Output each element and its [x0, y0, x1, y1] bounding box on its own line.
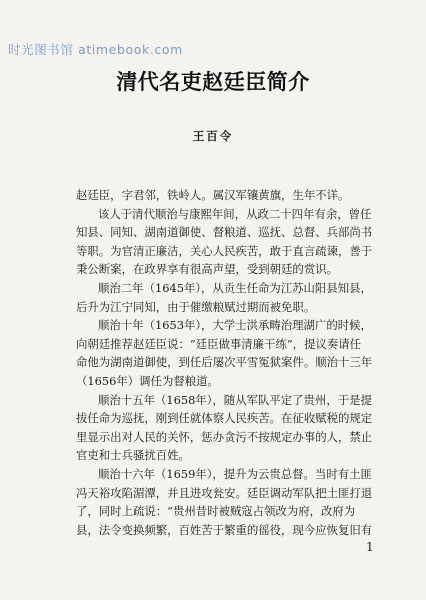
body-line: 顺治十五年（1658年），随从军队平定了贵州，于是提	[98, 392, 372, 407]
body-line: 了，同时上疏说：“贵州昔时被贼寇占领改为府，改府为	[76, 504, 356, 519]
body-line: 知县、同知、湖南道御使、督粮道、巡抚、总督、兵部尚书	[76, 225, 373, 240]
body-line: 拔任命为巡抚，刚到任就体察人民疾苦。在征收赋税的规定	[76, 411, 373, 426]
body-line: 冯天裕攻陷湄潭，并且进攻瓮安。廷臣调动军队把土匪打退	[76, 485, 373, 500]
body-line: 里显示出对人民的关怀，惩办贪污不按规定办事的人，禁止	[76, 429, 373, 444]
page-title: 清代名吏赵廷臣简介	[116, 69, 310, 94]
body-line: 赵廷臣，字君邻，铁岭人。属汉军镶黄旗，生年不详。	[76, 188, 350, 202]
body-line: 顺治二年（1645年），从贡生任命为江苏山阳县知县，	[98, 280, 372, 295]
body-line: 等职。为官清正廉洁，关心人民疾苦，敢于直言疏谏，善于	[76, 243, 373, 258]
body-line: 秉公断案，在政界享有很高声望，受到朝廷的赏识。	[76, 262, 338, 277]
body-line: 县，法令变换频繁，百姓苦于繁重的徭役，现今应恢复旧有	[76, 522, 373, 537]
body-line: 顺治十六年（1659年），提升为云贵总督。当时有土匪	[98, 466, 372, 481]
page-number: 1	[366, 540, 374, 554]
body-line: 向朝廷推荐赵廷臣说：“廷臣做事清廉干练”，提议奏请任	[76, 336, 362, 351]
author-name: 王百令	[192, 129, 234, 143]
body-line: 官吏和士兵骚扰百姓。	[76, 448, 190, 463]
body-line: 该人于清代顺治与康熙年间，从政二十四年有余，曾任	[98, 206, 372, 221]
body-line: 命他为湖南道御使，到任后屡次平雪冤狱案件。顺治十三年	[76, 355, 373, 370]
body-text	[76, 186, 384, 539]
body-line: 顺治十年（1653年），大学士洪承畴治理湖广的时候，	[98, 318, 372, 333]
body-line: 后升为江宁同知，由于催缴粮赋过期而被免职。	[76, 299, 316, 314]
watermark: 时光图书馆 atimebook.com	[8, 42, 183, 57]
body-line: （1656年）调任为督粮道。	[76, 373, 219, 388]
